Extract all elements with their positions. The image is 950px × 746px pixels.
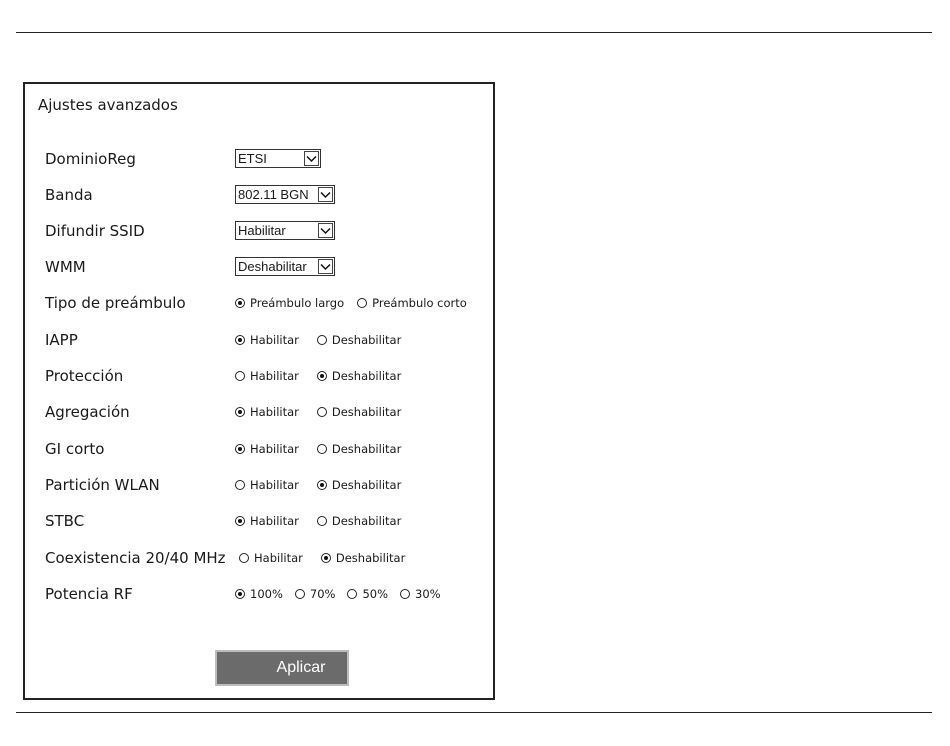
rf-option-2[interactable] bbox=[295, 587, 336, 601]
protection-label: Protección bbox=[45, 367, 124, 385]
band-select-value: 802.11 BGN bbox=[238, 187, 309, 202]
radio-button-icon[interactable] bbox=[317, 444, 327, 454]
radio-button-icon[interactable] bbox=[235, 444, 245, 454]
protection-option-label: Deshabilitar bbox=[331, 369, 402, 383]
aggregation-option-label: Habilitar bbox=[250, 405, 299, 419]
protection-option-2[interactable] bbox=[317, 369, 401, 383]
aggregation-option-1[interactable] bbox=[235, 405, 299, 419]
gi-option-label: Deshabilitar bbox=[331, 442, 402, 456]
radio-button-icon[interactable] bbox=[295, 589, 305, 599]
row-wlan bbox=[45, 474, 495, 498]
wmm-label: WMM bbox=[45, 258, 86, 276]
rf-option-label: 100% bbox=[250, 587, 283, 601]
radio-button-icon[interactable] bbox=[235, 298, 245, 308]
chevron-down-icon bbox=[318, 259, 333, 274]
apply-button[interactable]: Aplicar bbox=[215, 650, 349, 686]
rf-option-label: 50% bbox=[362, 587, 389, 601]
stbc-option-2[interactable] bbox=[317, 514, 401, 528]
radio-button-icon[interactable] bbox=[317, 371, 327, 381]
ssid-label: Difundir SSID bbox=[45, 222, 145, 240]
aggregation-radio-group bbox=[235, 405, 401, 419]
iapp-option-label: Deshabilitar bbox=[331, 333, 402, 347]
radio-button-icon[interactable] bbox=[235, 589, 245, 599]
row-preamble bbox=[45, 292, 495, 316]
radio-button-icon[interactable] bbox=[400, 589, 410, 599]
iapp-radio-group bbox=[235, 333, 401, 347]
row-rf bbox=[45, 583, 495, 607]
coexist-radio-group bbox=[239, 551, 405, 565]
preamble-radio-group bbox=[235, 296, 467, 310]
domain-select[interactable] bbox=[235, 149, 321, 168]
wlan-label: Partición WLAN bbox=[45, 476, 160, 494]
radio-button-icon[interactable] bbox=[317, 480, 327, 490]
rf-label: Potencia RF bbox=[45, 585, 133, 603]
row-gi bbox=[45, 438, 495, 462]
coexist-option-label: Habilitar bbox=[254, 551, 303, 565]
stbc-radio-group bbox=[235, 514, 401, 528]
radio-button-icon[interactable] bbox=[317, 516, 327, 526]
gi-option-label: Habilitar bbox=[250, 442, 299, 456]
preamble-option-label: Preámbulo largo bbox=[250, 296, 345, 310]
chevron-down-icon bbox=[318, 223, 333, 238]
top-divider bbox=[16, 32, 932, 33]
protection-option-1[interactable] bbox=[235, 369, 299, 383]
ssid-select-value: Habilitar bbox=[238, 223, 286, 238]
stbc-label: STBC bbox=[45, 512, 85, 530]
row-coexist bbox=[45, 547, 495, 571]
row-stbc bbox=[45, 510, 495, 534]
radio-button-icon[interactable] bbox=[235, 335, 245, 345]
band-label: Banda bbox=[45, 186, 93, 204]
wlan-option-label: Habilitar bbox=[250, 478, 299, 492]
row-domain bbox=[45, 148, 495, 172]
radio-button-icon[interactable] bbox=[235, 480, 245, 490]
gi-radio-group bbox=[235, 442, 401, 456]
radio-button-icon[interactable] bbox=[235, 516, 245, 526]
domain-label: DominioReg bbox=[45, 150, 136, 168]
aggregation-option-2[interactable] bbox=[317, 405, 401, 419]
row-wmm bbox=[45, 256, 495, 280]
wmm-select-value: Deshabilitar bbox=[238, 259, 307, 274]
stbc-option-1[interactable] bbox=[235, 514, 299, 528]
band-select[interactable] bbox=[235, 185, 335, 204]
domain-select-value: ETSI bbox=[238, 151, 267, 166]
radio-button-icon[interactable] bbox=[317, 407, 327, 417]
coexist-option-label: Deshabilitar bbox=[335, 551, 406, 565]
iapp-label: IAPP bbox=[45, 331, 78, 349]
rf-option-4[interactable] bbox=[400, 587, 441, 601]
row-ssid bbox=[45, 220, 495, 244]
preamble-label: Tipo de preámbulo bbox=[45, 294, 186, 312]
coexist-option-2[interactable] bbox=[321, 551, 405, 565]
preamble-option-1[interactable] bbox=[235, 296, 344, 310]
radio-button-icon[interactable] bbox=[239, 553, 249, 563]
aggregation-option-label: Deshabilitar bbox=[331, 405, 402, 419]
coexist-option-1[interactable] bbox=[239, 551, 303, 565]
row-aggregation bbox=[45, 401, 495, 425]
wlan-option-2[interactable] bbox=[317, 478, 401, 492]
rf-radio-group bbox=[235, 587, 441, 601]
rf-option-1[interactable] bbox=[235, 587, 283, 601]
row-protection bbox=[45, 365, 495, 389]
stbc-option-label: Deshabilitar bbox=[331, 514, 402, 528]
wlan-option-label: Deshabilitar bbox=[331, 478, 402, 492]
wlan-radio-group bbox=[235, 478, 401, 492]
row-iapp bbox=[45, 329, 495, 353]
ssid-select[interactable] bbox=[235, 221, 335, 240]
aggregation-label: Agregación bbox=[45, 403, 130, 421]
row-band bbox=[45, 184, 495, 208]
preamble-option-2[interactable] bbox=[357, 296, 467, 310]
panel-title: Ajustes avanzados bbox=[38, 96, 178, 114]
radio-button-icon[interactable] bbox=[357, 298, 367, 308]
chevron-down-icon bbox=[304, 151, 319, 166]
advanced-settings-panel bbox=[23, 82, 495, 700]
preamble-option-label: Preámbulo corto bbox=[372, 296, 467, 310]
chevron-down-icon bbox=[318, 187, 333, 202]
wlan-option-1[interactable] bbox=[235, 478, 299, 492]
radio-button-icon[interactable] bbox=[321, 553, 331, 563]
protection-radio-group bbox=[235, 369, 401, 383]
gi-label: GI corto bbox=[45, 440, 105, 458]
radio-button-icon[interactable] bbox=[235, 407, 245, 417]
radio-button-icon[interactable] bbox=[235, 371, 245, 381]
gi-option-2[interactable] bbox=[317, 442, 401, 456]
rf-option-label: 30% bbox=[415, 587, 441, 601]
gi-option-1[interactable] bbox=[235, 442, 299, 456]
rf-option-label: 70% bbox=[309, 587, 336, 601]
radio-button-icon[interactable] bbox=[347, 589, 357, 599]
iapp-option-label: Habilitar bbox=[250, 333, 299, 347]
stbc-option-label: Habilitar bbox=[250, 514, 299, 528]
protection-option-label: Habilitar bbox=[250, 369, 299, 383]
bottom-divider bbox=[16, 712, 932, 713]
coexist-label: Coexistencia 20/40 MHz bbox=[45, 549, 226, 567]
iapp-option-2[interactable] bbox=[317, 333, 401, 347]
rf-option-3[interactable] bbox=[347, 587, 388, 601]
iapp-option-1[interactable] bbox=[235, 333, 299, 347]
radio-button-icon[interactable] bbox=[317, 335, 327, 345]
wmm-select[interactable] bbox=[235, 257, 335, 276]
